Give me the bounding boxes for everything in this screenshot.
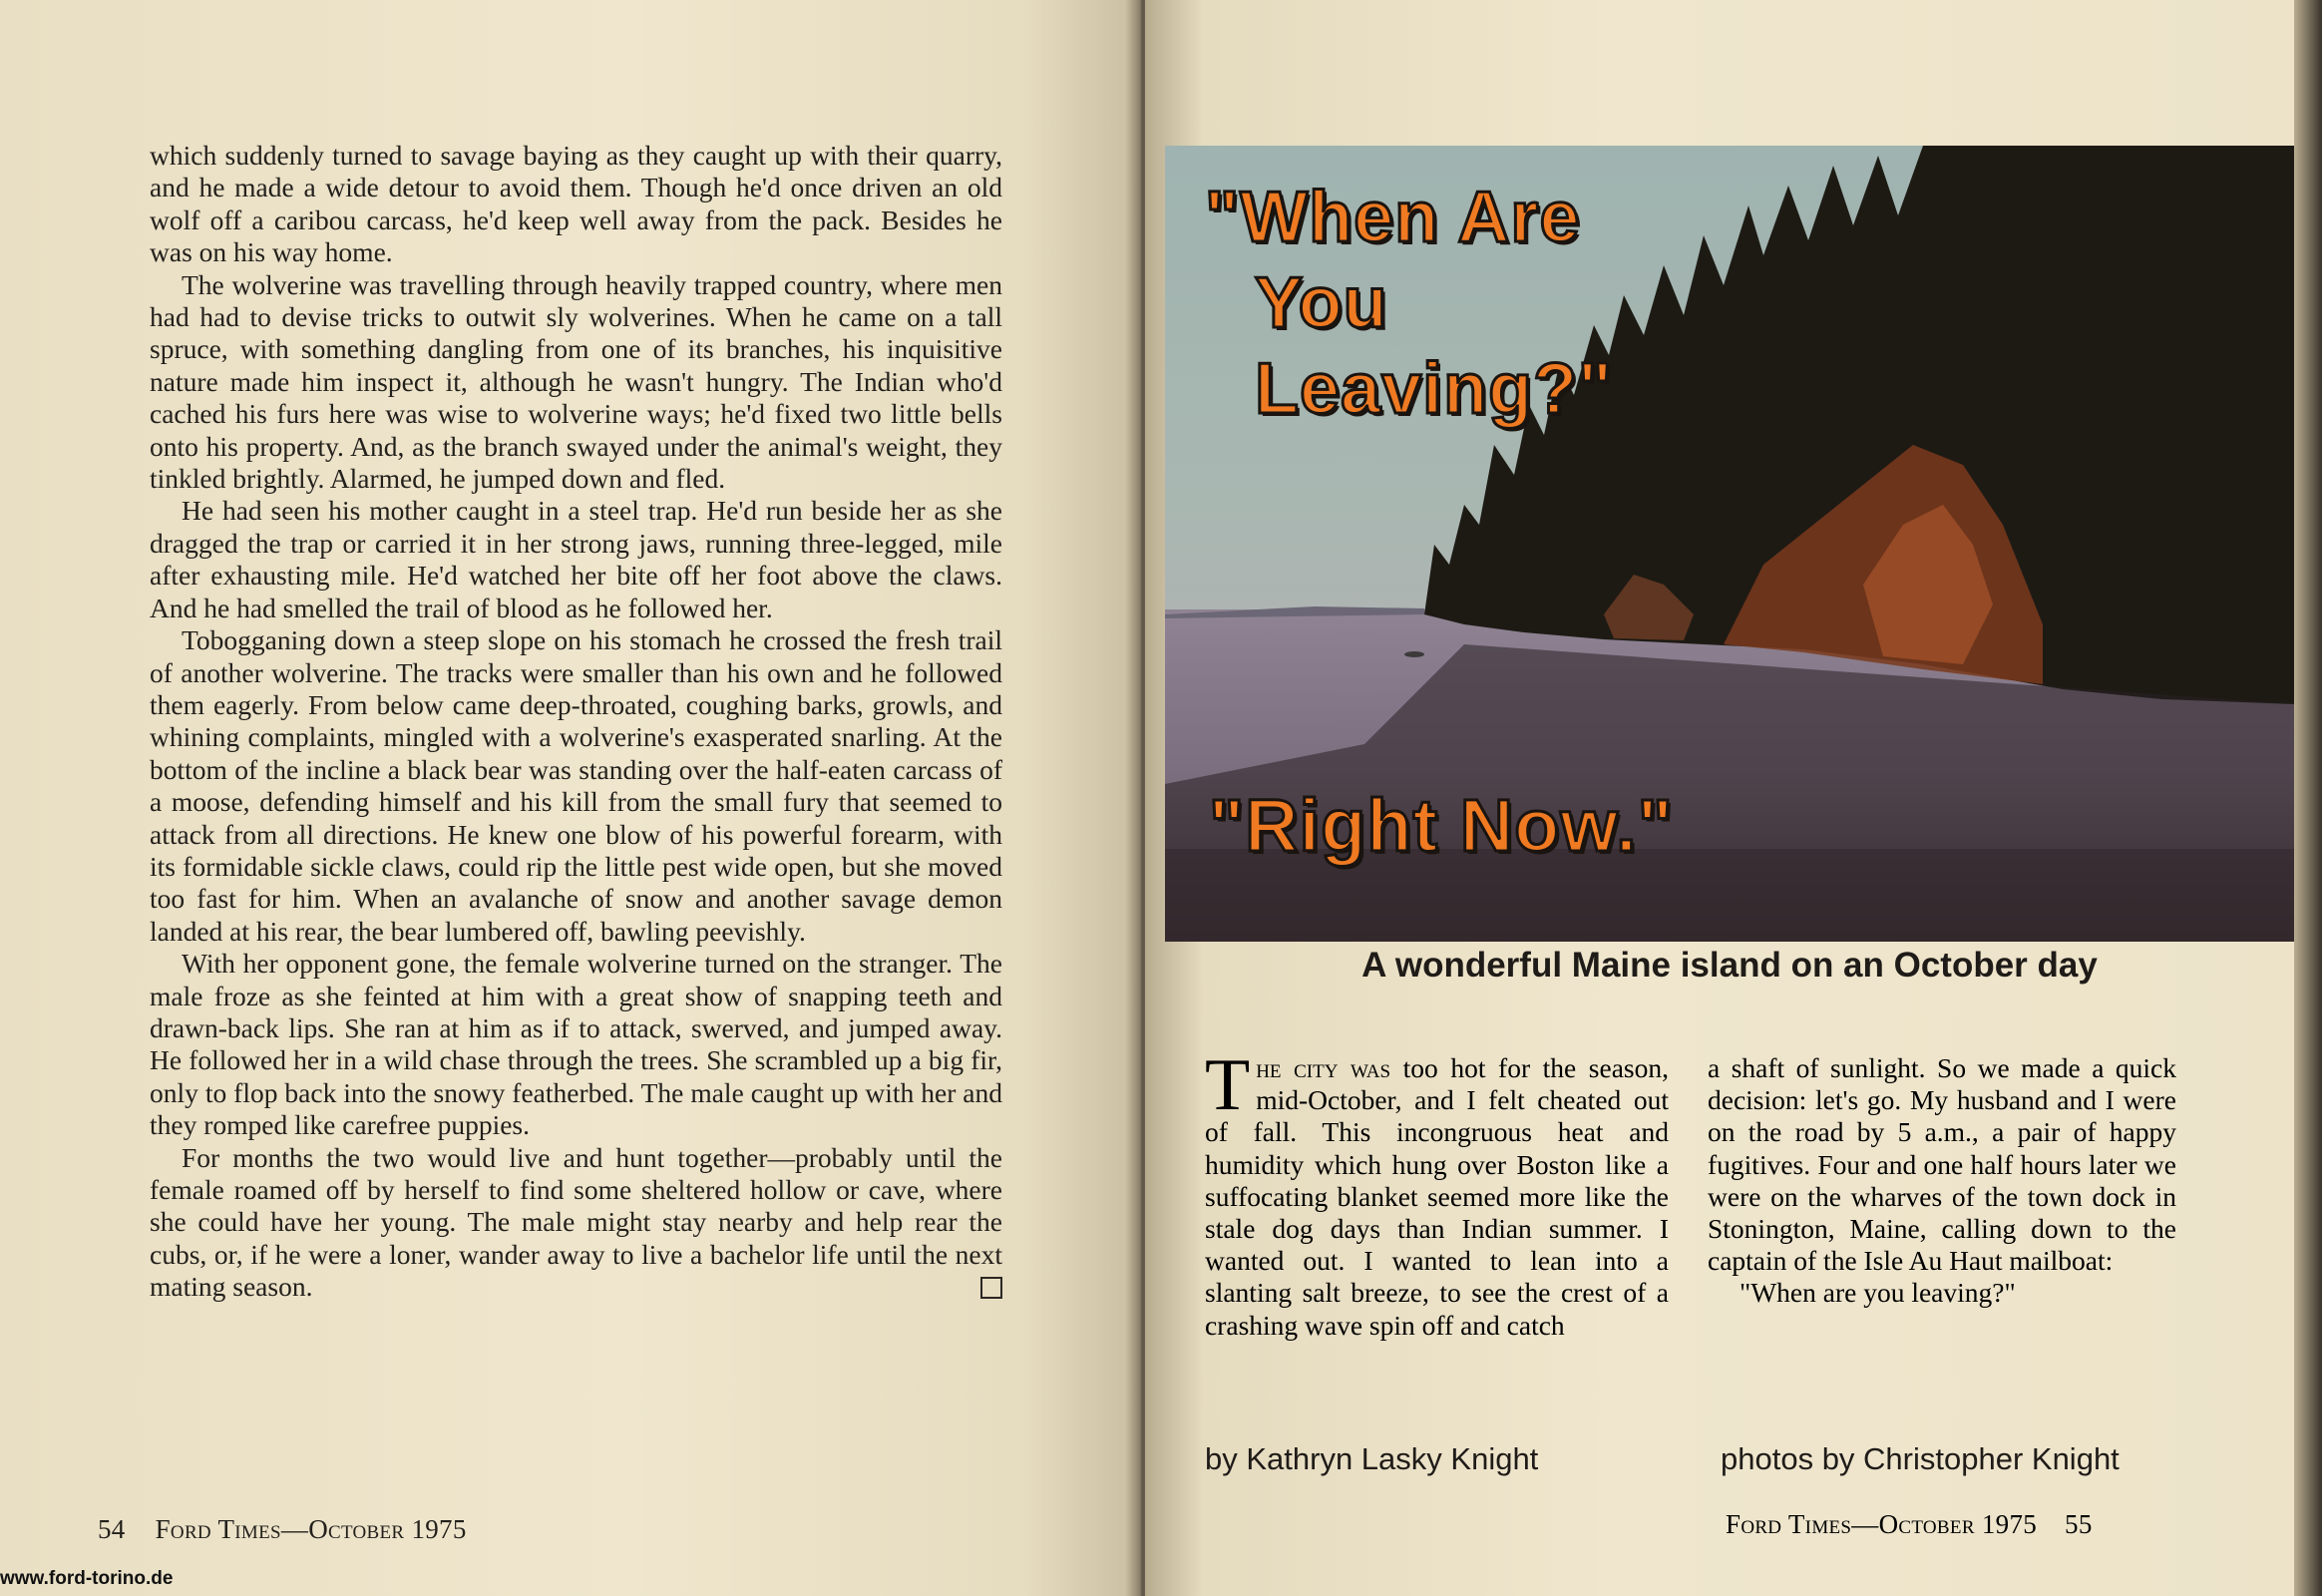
- lead-in: he city was: [1256, 1052, 1391, 1083]
- drop-cap: T: [1205, 1044, 1251, 1126]
- left-page-number: 54: [98, 1514, 126, 1544]
- left-folio: [98, 1514, 467, 1545]
- article-lead-paragraph: [1205, 1044, 1669, 1342]
- headline-answer: "Right Now.": [1209, 784, 1674, 867]
- left-article-body: [150, 140, 1002, 1304]
- paragraph: The wolverine was travelling through heavily trapped country, where men had had to devise tricks to outwit sly wolverines. When he came on a tall spruce, with something dangling from one of its branches, his inquisitive nature made him inspect it, although he wasn't hungry. The Indian who'd cached his furs here was wise to wolverine ways; he'd fixed two little bells onto his property. And, as the branch swayed under the animal's weight, they tinkled brightly. Alarmed, he jumped down and fled.: [150, 268, 1002, 495]
- column-1-text: too hot for the season, mid-October, and I felt cheated out of fall. This incongruous heat and humidity which hung over Boston like a suffocating blanket seemed more like the stale dog days than Indian summer. I wanted out. I wanted to lean into a slanting salt breeze, to see the crest of a crashing wave spin off and catch: [1205, 1052, 1669, 1341]
- left-folio-issue: —October 1975: [280, 1514, 467, 1544]
- headline-line-3: Leaving?": [1255, 349, 1614, 429]
- paragraph: He had seen his mother caught in a steel trap. He'd run beside her as she dragged the trap or carried it in her strong jaws, running three-legged, mile after exhausting mile. He'd watched her bite off her foot above the claws. And he had smelled the trail of blood as he followed her.: [150, 495, 1002, 623]
- headline-line-2: You: [1255, 263, 1388, 343]
- column-2-quote: "When are you leaving?": [1740, 1277, 2016, 1309]
- right-page-number: 55: [2065, 1509, 2093, 1539]
- byline-photos: photos by Christopher Knight: [1721, 1441, 2120, 1476]
- right-folio: [1726, 1509, 2093, 1540]
- article-subtitle: A wonderful Maine island on an October day: [1361, 946, 2098, 985]
- page-edge: [2294, 0, 2322, 1596]
- watermark: www.ford-torino.de: [0, 1568, 174, 1589]
- left-page: [0, 0, 1137, 1596]
- paragraph: With her opponent gone, the female wolverine turned on the stranger. The male froze as she feinted at him with a great show of snapping teeth and drawn-back lips. She ran at him as if to attack, swerved, and jumped away. He followed her in a wild chase through the trees. She scrambled up a big fir, only to flop back into the snowy featherbed. The male caught up with her and they romped like carefree puppies.: [150, 948, 1002, 1141]
- left-folio-magazine: Ford Times: [155, 1514, 281, 1544]
- paragraph: Tobogganing down a steep slope on his stomach he crossed the fresh trail of another wolverine. The tracks were smaller than his own and he followed them eagerly. From below came deep-throated, coughing barks, growls, and whining complaints, mingled with a wolverine's exasperated snarling. At the bottom of the incline a black bear was standing over the half-eaten carcass of a moose, defending himself and his kill from the small fury that seemed to attack from all directions. He knew one blow of his powerful forearm, with its formidable sickle claws, could rip the little pest wide open, but she moved too fast for him. When an avalanche of snow and another savage demon landed at his rear, the bear lumbered off, bawling peevishly.: [150, 624, 1002, 947]
- headline-line-1: "When Are: [1205, 178, 1581, 257]
- article-column-1: [1205, 1044, 1669, 1342]
- paragraph-last: [150, 1142, 1002, 1304]
- paragraph-last-text: For months the two would live and hunt together—probably until the female roamed off by herself to find some sheltered hollow or cave, where she could have her young. The male might stay nearby and help rear the cubs, or, if he were a loner, wander away to live a bachelor life until the next mating season.: [150, 1141, 1002, 1303]
- article-column-2: [1708, 1052, 2176, 1310]
- right-folio-magazine: Ford Times: [1726, 1509, 1852, 1539]
- right-folio-issue: —October 1975: [1851, 1509, 2038, 1539]
- column-2-text: a shaft of sunlight. So we made a quick decision: let's go. My husband and I were on the road by 5 a.m., a pair of happy fugitives. Four and one half hours later we were on the wharves of the town dock in Stonington, Maine, calling down to the captain of the Isle Au Haut mailboat:: [1708, 1052, 2176, 1277]
- paragraph: which suddenly turned to savage baying as they caught up with their quarry, and he made a wide detour to avoid them. Though he'd once driven an old wolf off a caribou carcass, he'd keep well away from the pack. Besides he was on his way home.: [150, 140, 1002, 268]
- byline-author: by Kathryn Lasky Knight: [1205, 1441, 1539, 1476]
- end-mark-icon: [980, 1277, 1002, 1299]
